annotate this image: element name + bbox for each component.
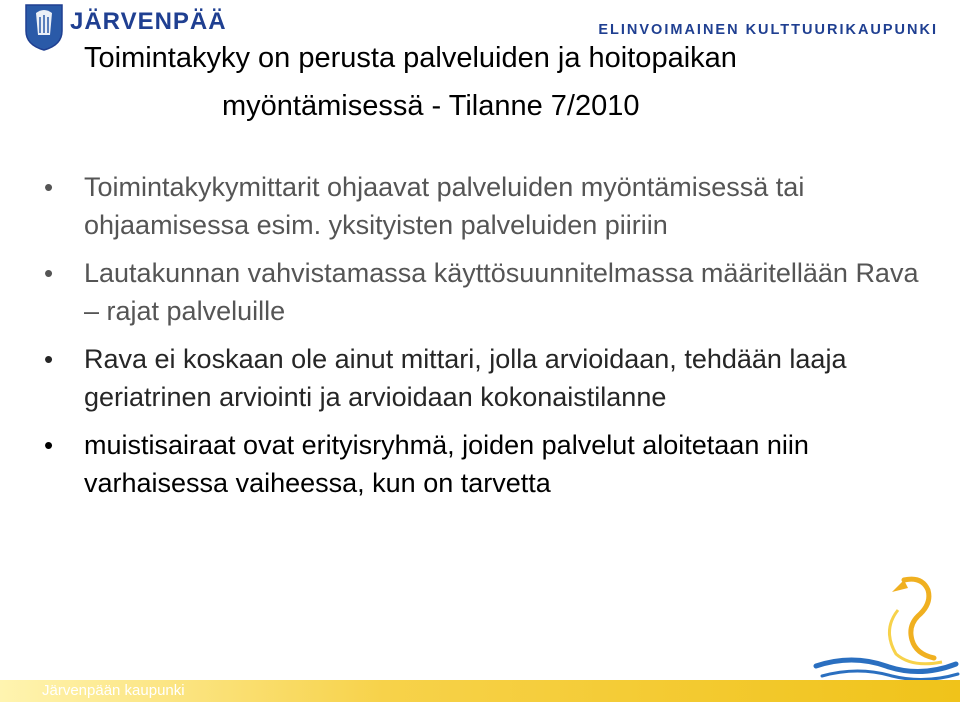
slide-title — [84, 34, 944, 130]
bullet-item: • Lautakunnan vahvistamassa käyttösuunnitelmassa määritellään Rava – rajat palveluille — [84, 254, 934, 330]
bullet-item: • Rava ei koskaan ole ainut mittari, jolla arvioidaan, tehdään laaja geriatrinen arviointi ja arvioidaan kokonaistilanne — [84, 340, 934, 416]
tagline: ELINVOIMAINEN KULTTUURIKAUPUNKI — [598, 22, 938, 38]
title-line-2: myöntämisessä - Tilanne 7/2010 — [222, 90, 640, 122]
swan-logo-icon — [812, 570, 960, 682]
logo-text: JÄRVENPÄÄ — [70, 8, 227, 35]
coat-of-arms-icon — [24, 3, 64, 51]
footer-text: Järvenpään kaupunki — [42, 682, 185, 699]
title-line-1: Toimintakyky on perusta palveluiden ja hoitopaikan — [84, 42, 737, 74]
bullet-item: • Toimintakykymittarit ohjaavat palveluiden myöntämisessä tai ohjaamisessa esim. yksityisten palveluiden piiriin — [84, 168, 934, 244]
bullet-list — [84, 168, 934, 512]
bullet-item: • muistisairaat ovat erityisryhmä, joiden palvelut aloitetaan niin varhaisessa vaiheessa, kun on tarvetta — [84, 426, 934, 502]
